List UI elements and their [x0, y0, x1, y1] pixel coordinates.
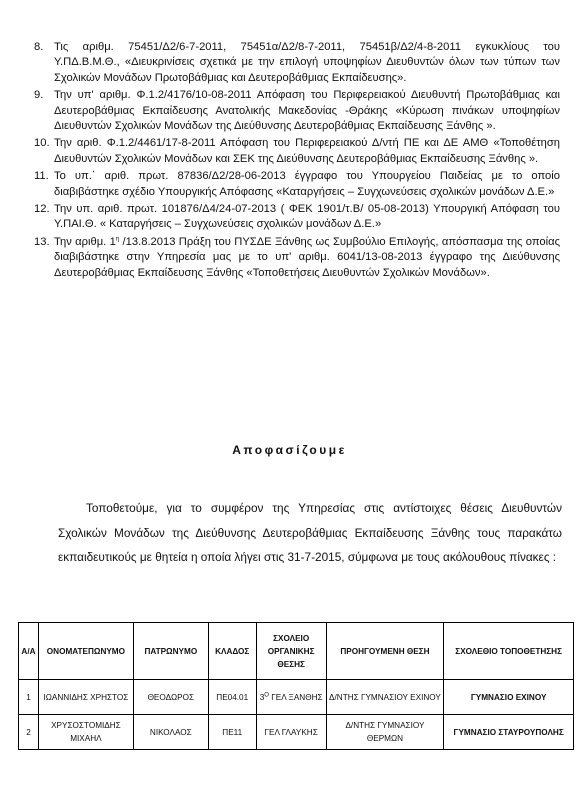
cell-father: ΝΙΚΟΛΑΟΣ [133, 715, 208, 750]
list-item [34, 202, 560, 233]
cell-organic-ordinal: Ο [264, 691, 269, 698]
cell-placement-school: ΓΥΜΝΑΣΙΟ ΣΤΑΥΡΟΥΠΟΛΗΣ [444, 715, 574, 750]
cell-placement-school: ΓΥΜΝΑΣΙΟ ΕΧΙΝΟΥ [444, 680, 574, 715]
cell-aa: 1 [19, 680, 39, 715]
list-item-text: Την υπ. αριθ. πρωτ. 101876/Δ4/24-07-2013 ( ΦΕΚ 1901/τ.Β/ 05-08-2013) Υπουργική Απόφαση του Υ.ΠΑΙ.Θ. « Καταργήσεις – Συγχωνεύσεις σχολικών μονάδων Δ.Ε.» [54, 203, 560, 231]
cell-name: ΧΡΥΣΟΣΤΟΜΙΔΗΣ ΜΙΧΑΗΛ [38, 715, 133, 750]
cell-previous-position: Δ/ΝΤΗΣ ΓΥΜΝΑΣΙΟΥ ΘΕΡΜΩΝ [326, 715, 444, 750]
cell-branch: ΠΕ11 [208, 715, 256, 750]
cell-branch: ΠΕ04.01 [208, 680, 256, 715]
column-header-placement-school: ΣΧΟΛΕΘΙΟ ΤΟΠΟΘΕΤΗΣΗΣ [444, 623, 574, 680]
column-header-name: ΟΝΟΜΑΤΕΠΩΝΥΜΟ [38, 623, 133, 680]
ordinal-superscript: η [115, 236, 120, 243]
column-header-branch: ΚΛΑΔΟΣ [208, 623, 256, 680]
cell-father: ΘΕΟΔΩΡΟΣ [133, 680, 208, 715]
cell-aa: 2 [19, 715, 39, 750]
list-item-number: 13. [34, 235, 50, 248]
placements-table [18, 622, 574, 750]
column-header-father: ΠΑΤΡΩΝΥΜΟ [133, 623, 208, 680]
list-item-number: 11. [34, 170, 49, 183]
list-item-text: Τις αριθμ. 75451/Δ2/6-7-2011, 75451α/Δ2/8-7-2011, 75451β/Δ2/4-8-2011 εγκυκλίους του Υ.ΠΔ.Β.Μ.Θ., «Διευκρινίσεις σχετικά με την επιλογή υποψηφίων Διευθυντών όλων των τύπων των Σχολικών Μονάδων Πρωτοβάθμιας και Δευτεροβάθμιας Εκπαίδευσης». [54, 41, 560, 84]
list-item-text: Το υπ.΄ αριθ. πρωτ. 87836/Δ2/28-06-2013 έγγραφο του Υπουργείου Παιδείας με το οποίο διαβιβάστηκε σχέδιο Υπουργικής Απόφασης «Καταργήσεις – Συγχωνεύσεις σχολικών μονάδων Δ.Ε.» [54, 170, 560, 198]
list-item-text-rest: /13.8.2013 Πράξη του ΠΥΣΔΕ Ξάνθης ως Συμβούλιο Επιλογής, απόσπασμα της οποίας διαβιβάστηκε στην Υπηρεσία μας με το υπ' αριθμ. 6041/13-08-2013 έγγραφο της Διεύθυνσης Δευτεροβάθμιας Εκπαίδευσης Ξάνθης «Τοποθετήσεις Διευθυντών Σχολικών Μονάδων». [54, 235, 560, 279]
column-header-organic-school: ΣΧΟΛΕΙΟ ΟΡΓΑΝΙΚΗΣ ΘΕΣΗΣ [256, 623, 326, 680]
cell-organic-school [256, 680, 326, 715]
list-item [34, 88, 560, 134]
cell-organic-number: 3 [259, 692, 265, 702]
list-item-number: 9. [34, 89, 44, 102]
cell-organic-text: ΓΕΛ ΞΑΝΘΗΣ [268, 692, 323, 702]
list-item [34, 136, 560, 167]
list-item-text-start: Την αριθμ. 1 [54, 235, 116, 248]
table-row [19, 715, 574, 750]
column-header-aa: Α/Α [19, 623, 39, 680]
list-item-number: 10. [34, 137, 50, 150]
list-item [34, 235, 560, 281]
list-item-text: Την υπ' αριθμ. Φ.1.2/4176/10-08-2011 Απόφαση του Περιφερειακού Διευθυντή Πρωτοβάθμιας και Δευτεροβάθμιας Εκπαίδευσης Ανατολικής Μακεδονίας -Θράκης «Κύρωση πινάκων υποψηφίων Διευθυντών Σχολικών Μονάδων της Διεύθυνσης Δευτεροβάθμιας Εκπαίδευσης Ξάνθης ». [54, 89, 560, 133]
decision-paragraph [58, 496, 562, 570]
list-item-text: Την αριθ. Φ.1.2/4461/17-8-2011 Απόφαση του Περιφερειακού Δ/ντή ΠΕ και ΔΕ ΑΜΘ «Τοποθέτηση Διευθυντών Σχολικών Μονάδων και ΣΕΚ της Διεύθυνσης Δευτεροβάθμιας Εκπαίδευσης Ξάνθης ». [54, 137, 560, 165]
cell-name: ΙΩΑΝΝΙΔΗΣ ΧΡΗΣΤΟΣ [38, 680, 133, 715]
column-header-previous-position: ΠΡΟΗΓΟΥΜΕΝΗ ΘΕΣΗ [326, 623, 444, 680]
table-header-row [19, 623, 574, 680]
list-item [34, 169, 560, 200]
cell-previous-position: Δ/ΝΤΗΣ ΓΥΜΝΑΣΙΟΥ ΕΧΙΝΟΥ [326, 680, 444, 715]
list-item-number: 12. [34, 203, 50, 216]
cell-organic-school: ΓΕΛ ΓΛΑΥΚΗΣ [256, 715, 326, 750]
numbered-list [34, 40, 560, 283]
table-row [19, 680, 574, 715]
decision-heading: Αποφασίζουμε [232, 443, 347, 457]
list-item-number: 8. [34, 41, 44, 53]
decision-paragraph-text: Τοποθετούμε, για το συμφέρον της Υπηρεσίας στις αντίστοιχες θέσεις Διευθυντών Σχολικών Μονάδων της Διεύθυνσης Δευτεροβάθμιας Εκπαίδευσης Ξάνθης τους παρακάτω εκπαιδευτικούς με θητεία η οποία λήγει στις 31-7-2015, σύμφωνα με τους ακόλουθους πίνακες : [58, 501, 562, 565]
list-item-text [54, 235, 560, 281]
list-item [34, 40, 560, 86]
